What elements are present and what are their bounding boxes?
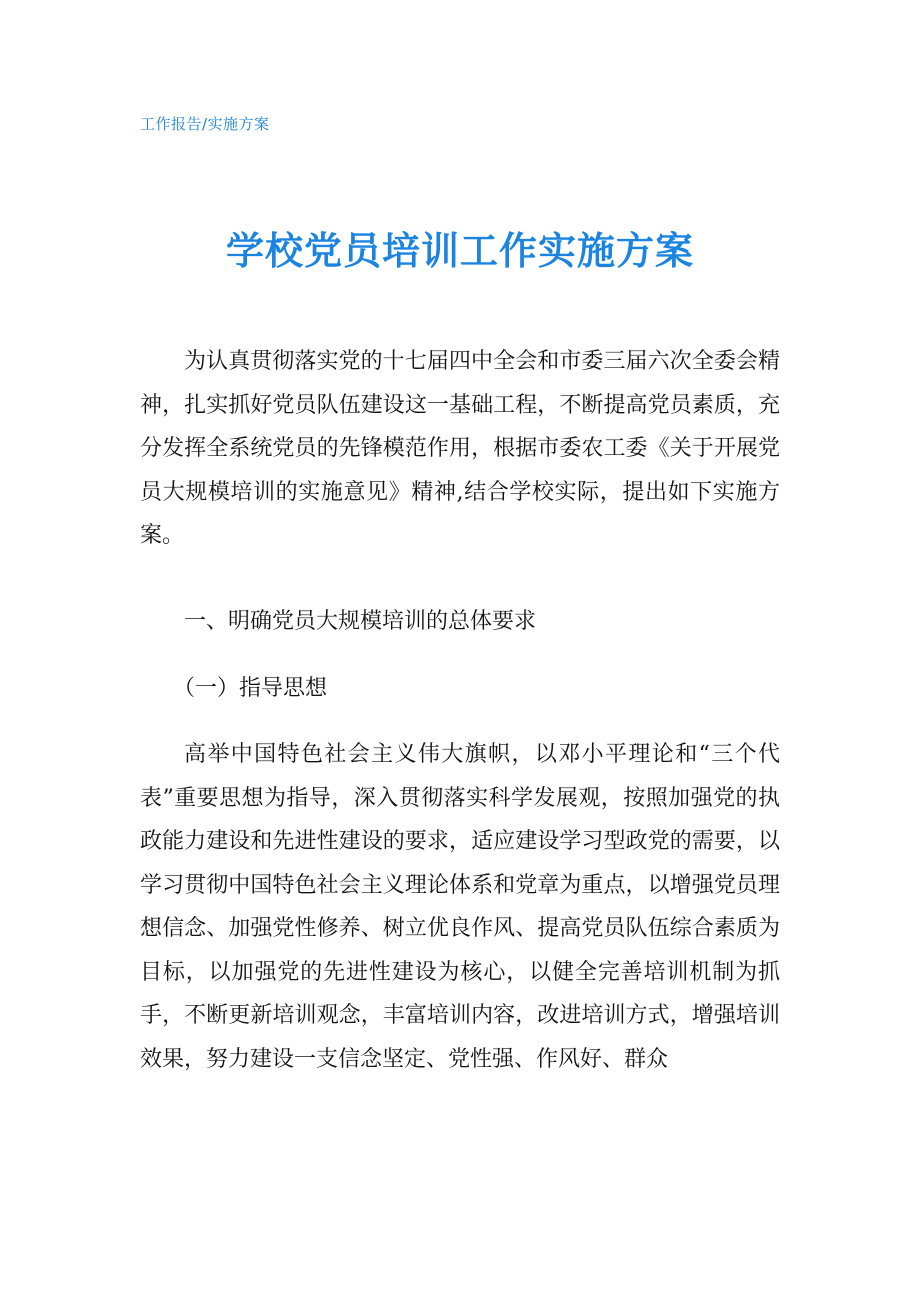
document-title: 学校党员培训工作实施方案 <box>225 229 694 273</box>
section-heading: 一、明确党员大规模培训的总体要求 <box>184 609 537 634</box>
category-breadcrumb: 工作报告/实施方案 <box>140 115 270 133</box>
guiding-thought-paragraph: 高举中国特色社会主义伟大旗帜，以邓小平理论和“三个代表”重要思想为指导，深入贯彻落实科学发展观，按照加强党的执政能力建设和先进性建设的要求，适应建设学习型政党的需要，以学习贯彻中国特色社会主义理论体系和党章为重点，以增强党员理想信念、加强党性修养、树立优良作风、提高党员队伍综合素质为目标，以加强党的先进性建设为核心，以健全完善培训机制为抓手，不断更新培训观念，丰富培训内容，改进培训方式，增强培训效果，努力建设一支信念坚定、党性强、作风好、群众 <box>140 742 780 1072</box>
intro-paragraph: 为认真贯彻落实党的十七届四中全会和市委三届六次全委会精神，扎实抓好党员队伍建设这一基础工程，不断提高党员素质，充分发挥全系统党员的先锋模范作用，根据市委农工委《关于开展党员大规模培训的实施意见》精神,结合学校实际，提出如下实施方案。 <box>140 349 780 548</box>
subsection-heading: （一）指导思想 <box>173 676 328 701</box>
